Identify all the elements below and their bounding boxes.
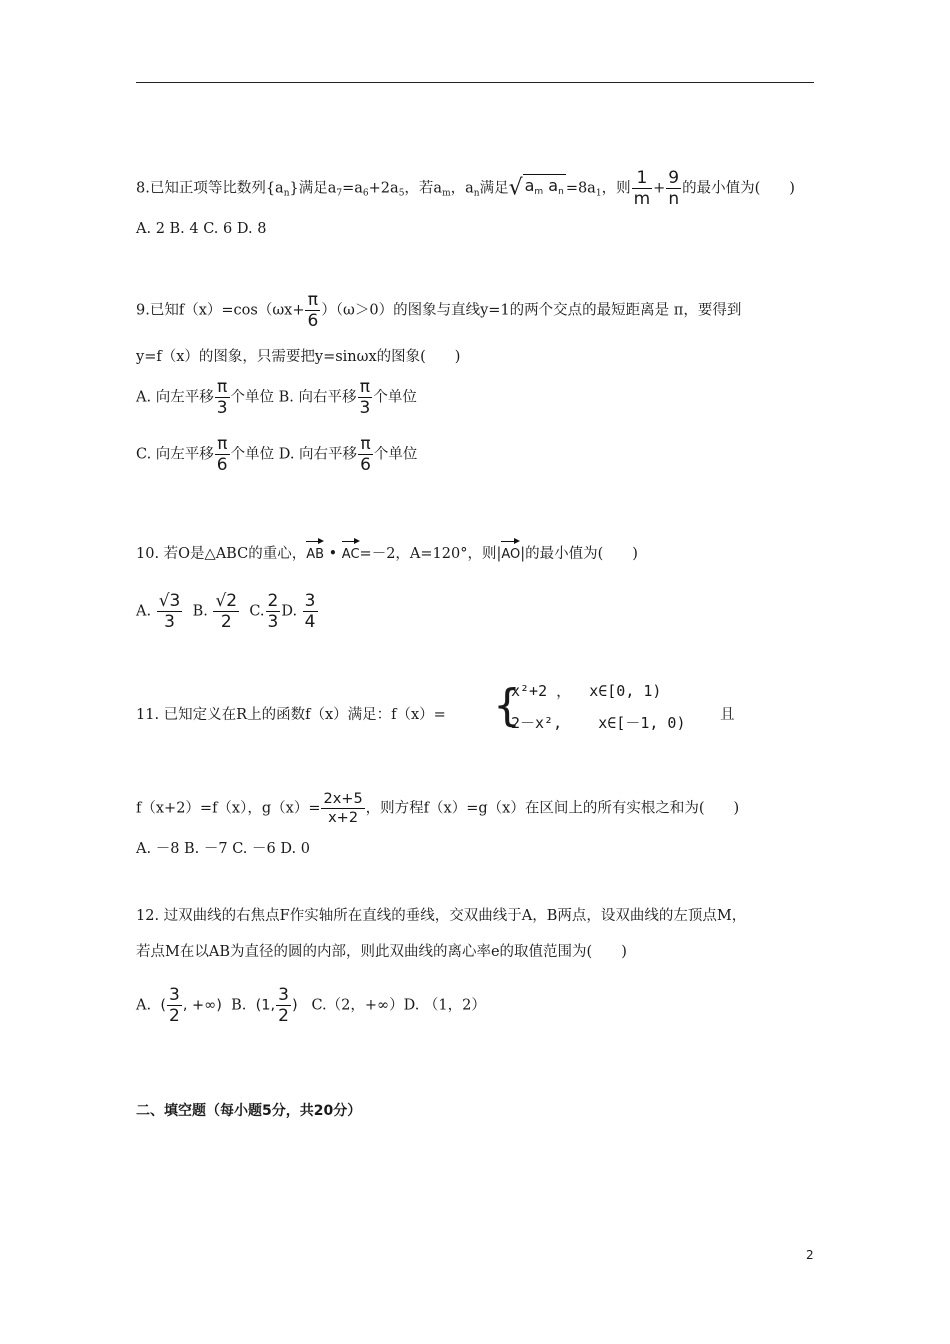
q8-fraction-2: $\frac{9}{n}$ <box>668 168 680 209</box>
piecewise-case-1: x²+2 ， x∈[0, 1) <box>511 682 662 700</box>
q8-text: =8a <box>565 180 596 197</box>
question-9-stem <box>136 290 741 331</box>
vector-ao: AO <box>501 538 520 566</box>
q12-b-paren: (1, <box>255 997 276 1014</box>
q12-option-a-fraction: $\frac{3}{2}$ <box>168 985 180 1026</box>
piecewise-case-2: 2－x², x∈[－1, 0) <box>511 714 686 732</box>
question-9-line2: y=f（x）的图象，只需要把y=sinωx的图象( ) <box>136 349 461 365</box>
q10-option-b: B. <box>192 603 208 620</box>
q8-fraction-1: $\frac{1}{m}$ <box>633 168 651 209</box>
q8-sub: 6 <box>362 188 369 199</box>
question-11-options: A. －8 B. －7 C. －6 D. 0 <box>136 841 310 857</box>
q10-text: |的最小值为( ) <box>520 546 638 562</box>
q9-option-c-fraction: $\frac{\pi}{6}$ <box>216 434 228 475</box>
q8-sub: n <box>283 188 290 199</box>
q8-sqrt-a: a <box>543 176 559 195</box>
vector-ab: AB <box>306 538 324 566</box>
vector-ac: AC <box>342 538 360 566</box>
q11-g-fraction: $\frac{2x+5}{x+2}$ <box>323 791 363 826</box>
question-12-line1: 12. 过双曲线的右焦点F作实轴所在直线的垂线，交双曲线于A，B两点，设双曲线的左顶点M， <box>136 908 747 924</box>
q8-text: =a <box>342 180 363 197</box>
q8-text: 的最小值为( ) <box>682 180 795 197</box>
q8-text: ，a <box>450 180 474 197</box>
q9-option-a: A. 向左平移 <box>136 389 214 406</box>
q12-option-cd: C.（2，+∞）D. （1，2） <box>311 997 486 1014</box>
q9-text: ）（ω＞0）的图象与直线y=1的两个交点的最短距离是 π，要得到 <box>321 302 742 319</box>
q10-option-b-fraction: $\frac{√2}{2}$ <box>215 591 238 632</box>
q8-sqrt-a: a <box>524 176 535 195</box>
q8-sub: n <box>473 188 480 199</box>
q12-b-paren: ) <box>291 997 298 1014</box>
q12-option-b: B. <box>231 997 247 1014</box>
section-2-heading: 二、填空题（每小题5分，共20分） <box>136 1103 362 1119</box>
q8-text: 8.已知正项等比数列{a <box>136 180 284 197</box>
q8-sub: 1 <box>595 188 602 199</box>
q9-option-c: C. 向左平移 <box>136 446 214 463</box>
question-12-options <box>136 985 486 1026</box>
question-8-options: A. 2 B. 4 C. 6 D. 8 <box>136 221 267 237</box>
q9-option-a-fraction: $\frac{\pi}{3}$ <box>216 377 228 418</box>
q8-sub: m <box>442 188 451 199</box>
question-10-stem <box>136 538 638 566</box>
q8-text: ，若a <box>404 180 443 197</box>
q10-option-a: A. <box>136 603 152 620</box>
q12-a-paren: ( <box>160 997 166 1014</box>
q10-option-d-fraction: $\frac{3}{4}$ <box>304 591 316 632</box>
question-11-line2 <box>136 790 739 827</box>
q10-dot: • <box>324 546 342 562</box>
q10-text: =－2，A=120°，则| <box>359 546 502 562</box>
q9-text: 个单位 <box>373 389 417 406</box>
q9-text: 9.已知f（x）=cos（ωx+ <box>136 302 305 319</box>
q8-sub: 7 <box>336 188 343 199</box>
q9-option-d: 个单位 D. 向右平移 <box>230 446 358 463</box>
q9-option-d-fraction: $\frac{\pi}{6}$ <box>360 434 371 475</box>
q12-option-a: A. <box>136 997 152 1014</box>
q8-text: +2a <box>368 180 399 197</box>
piecewise-brace: { <box>493 680 521 731</box>
q11-text: ，则方程f（x）=g（x）在区间上的所有实根之和为( ) <box>365 800 740 817</box>
q10-option-c: C. <box>249 603 265 620</box>
q8-sub: 5 <box>398 188 405 199</box>
piecewise-function <box>493 676 723 738</box>
q8-sqrt-sub: n <box>558 187 564 197</box>
q9-option-b-fraction: $\frac{\pi}{3}$ <box>359 377 371 418</box>
q8-text: 满足 <box>479 180 509 197</box>
q8-sqrt-sub: m <box>534 187 544 197</box>
q11-text: f（x+2）=f（x），g（x）= <box>136 800 321 817</box>
q10-text: 10. 若O是△ABC的重心， <box>136 546 307 562</box>
q10-option-d: D. <box>281 603 298 620</box>
question-11-stem: 11. 已知定义在R上的函数f（x）满足：f（x）= <box>136 707 446 723</box>
q10-option-a-fraction: $\frac{√3}{3}$ <box>158 591 181 632</box>
q9-option-b: 个单位 B. 向右平移 <box>230 389 357 406</box>
q12-option-b-fraction: $\frac{3}{2}$ <box>278 985 289 1026</box>
q10-option-c-fraction: $\frac{2}{3}$ <box>267 591 279 632</box>
question-8-stem <box>136 168 795 209</box>
q8-text: }满足a <box>289 180 337 197</box>
q8-text: + <box>653 180 666 197</box>
question-10-options <box>136 591 319 632</box>
question-9-options-ab <box>136 377 417 418</box>
question-9-options-cd <box>136 434 417 475</box>
q12-a-paren: , +∞) <box>182 997 222 1014</box>
header-rule <box>136 82 814 83</box>
question-12-line2: 若点M在以AB为直径的圆的内部，则此双曲线的离心率e的取值范围为( ) <box>136 944 627 960</box>
q8-sqrt: √ $a_m$ $a_n$ <box>509 174 566 203</box>
q9-pi-fraction: $\frac{\pi}{6}$ <box>307 290 319 331</box>
q11-and: 且 <box>720 707 735 723</box>
q8-text: ，则 <box>601 180 631 197</box>
q9-text: 个单位 <box>373 446 418 463</box>
page-number: 2 <box>806 1248 814 1262</box>
